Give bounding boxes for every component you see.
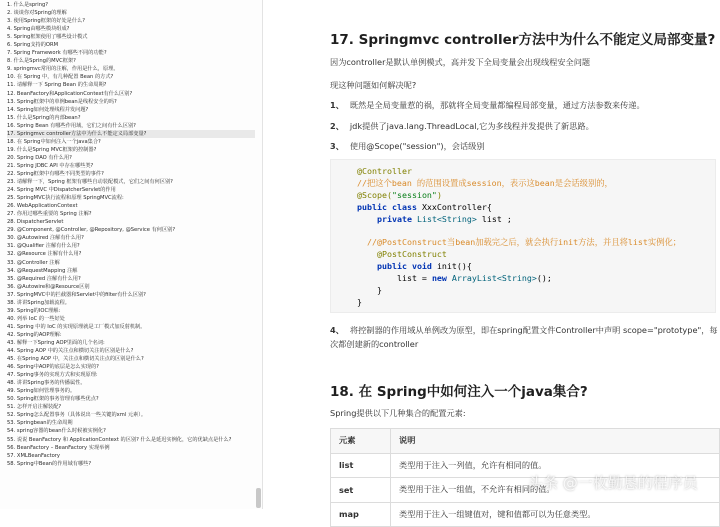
toc-item[interactable]: 15. 什么是Spring的内部bean? [7, 114, 81, 121]
table-cell-description: 类型用于注入一列值，允许有相同的值。 [391, 453, 720, 478]
section-17-paragraph-2: 现这种问题如何解决呢? [330, 80, 417, 90]
toc-item[interactable]: 3. 使用Spring框架的好处是什么? [7, 18, 85, 25]
table-cell-element: list [331, 453, 391, 478]
toc-item[interactable]: 18. 在 Spring中如何注入一个java集合? [7, 138, 101, 145]
toc-item[interactable]: 58. Spring中Bean的作用域有哪些? [7, 460, 92, 467]
toc-item[interactable]: 32. @Resource 注解有什么用? [7, 251, 82, 258]
table-header-row [331, 429, 720, 454]
list-item-2-number: 2、 [330, 121, 344, 131]
toc-item[interactable]: 54. spring容器的bean什么时候被实例化? [7, 428, 106, 435]
toc-item[interactable]: 2. 谈谈你对Spring的理解 [7, 10, 67, 17]
toc-item[interactable]: 33. @Controller 注解 [7, 259, 60, 266]
toc-item[interactable]: 19. 什么是Spring MVC框架的控制器? [7, 146, 97, 153]
toc-item[interactable]: 40. 列举 IoC 的一些好处 [7, 315, 65, 322]
toc-item[interactable]: 37. SpringMVC中的拦截器和Servlet中的filter有什么区别? [7, 291, 146, 298]
toc-item[interactable]: 39. Spring的IOC理解: [7, 307, 61, 314]
toc-item[interactable]: 16. Spring Bean 有哪些作用域，它们之间有什么区别? [7, 122, 136, 129]
toc-item[interactable]: 51. 怎样开启注解装配? [7, 404, 62, 411]
toc-item[interactable]: 57. XMLBeanFactory [7, 452, 60, 459]
toc-item[interactable]: 55. 说说 BeanFactory 和 ApplicationContext 的区别? 什么是延迟实例化，它的优缺点是什么? [7, 436, 232, 443]
toc-item[interactable]: 36. @Autowire和@Resource区别 [7, 283, 90, 290]
toc-item[interactable]: 43. 解释一下Spring AOP里面的几个名词: [7, 339, 105, 346]
code-line-8: public void init(){ [357, 261, 472, 271]
toc-item[interactable]: 13. Spring框架中的单例bean是线程安全的吗? [7, 98, 117, 105]
toc-item[interactable]: 26. WebApplicationContext [7, 203, 78, 210]
toc-item[interactable]: 6. Spring支持的ORM [7, 42, 59, 49]
toc-item[interactable]: 21. Spring JDBC API 中存在哪些类? [7, 162, 94, 169]
code-line-7: @PostConstruct [357, 249, 447, 259]
toc-item[interactable]: 38. 讲讲Spring加载流程。 [7, 299, 70, 306]
list-item-2 [330, 121, 594, 132]
list-item-1-number: 1、 [330, 100, 344, 110]
section-18-paragraph-1: Spring提供以下几种集合的配置元素: [330, 408, 466, 418]
table-row [331, 502, 720, 527]
toc-item[interactable]: 25. SpringMVC执行流程和原理 SpringMVC流程: [7, 195, 124, 202]
toc-item[interactable]: 34. @RequestMapping 注解 [7, 267, 78, 274]
code-line-4: public class XxxController{ [357, 202, 492, 212]
toc-item[interactable]: 29. @Component, @Controller, @Repository, @Service 有何区别? [7, 227, 176, 234]
code-line-5: private List<String> list ; [357, 214, 512, 224]
toc-item[interactable]: 27. 你用过哪些重要的 Spring 注解? [7, 211, 92, 218]
code-line-1: @Controller [357, 166, 412, 176]
toc-item[interactable]: 5. Spring框架使用了哪些设计模式 [7, 34, 88, 41]
toc-item[interactable]: 47. Spring事务的实现方式和实现原理: [7, 372, 98, 379]
table-cell-element: map [331, 502, 391, 527]
toc-item[interactable]: 12. BeanFactory和ApplicationContext有什么区别? [7, 90, 133, 97]
section-17-heading: 17. Springmvc controller方法中为什么不能定义局部变量? [330, 32, 716, 48]
list-item-3-text: 使用@Scope("session")，会话级别 [349, 141, 485, 151]
toc-item[interactable]: 45. 在Spring AOP 中，关注点和横切关注点的区别是什么? [7, 356, 144, 363]
watermark: 头条 @一枚勤恳的程序员 [528, 474, 698, 492]
toc-item[interactable]: 46. Spring中AOP的底层是怎么实现的? [7, 364, 99, 371]
code-line-6: //@PostConstruct当bean加载完之后，就会执行init方法，并且将list实例化； [357, 237, 682, 247]
list-item-4-continued: 次都创建新的controller [330, 339, 419, 349]
toc-item[interactable]: 7. Spring Framework 有哪些不同的功能? [7, 50, 107, 57]
section-17-paragraph-1: 因为controller是默认单例模式，高并发下全局变量会出现线程安全问题 [330, 57, 591, 67]
code-block [330, 159, 716, 313]
list-item-1 [330, 100, 645, 111]
toc-item[interactable]: 1. 什么是spring? [7, 2, 49, 8]
table-cell-description: 类型用于注入一组值，不允许有相同的值。 [391, 478, 720, 503]
toc-item[interactable]: 52. Spring怎么配置事务（具体说出一些关键的xml 元素）。 [7, 412, 147, 419]
list-item-3 [330, 141, 485, 152]
toc-sidebar [0, 0, 263, 509]
toc-list [0, 0, 262, 468]
table-cell-element: set [331, 478, 391, 503]
code-line-9: list = new ArrayList<String>(); [357, 273, 552, 283]
toc-item[interactable]: 4. Spring由哪些模块组成? [7, 26, 70, 33]
toc-item[interactable]: 9. springmvc常用的注解，作用是什么，原理。 [7, 66, 119, 73]
toc-item[interactable]: 14. Spring如何处理线程并发问题? [7, 106, 89, 113]
toc-item[interactable]: 28. DispatcherServlet [7, 219, 64, 226]
list-item-4 [330, 325, 718, 336]
toc-item[interactable]: 42. Spring的AOP理解: [7, 331, 62, 338]
article-panel [262, 0, 720, 520]
toc-item[interactable]: 49. Spring如何管理事务的。 [7, 388, 76, 395]
sidebar-scrollbar[interactable] [256, 488, 261, 508]
toc-item[interactable]: 30. @Autowired 注解有什么用? [7, 235, 84, 242]
table-header-description: 说明 [391, 429, 720, 454]
toc-item[interactable]: 11. 请解释一下 Spring Bean 的生命周期? [7, 82, 107, 89]
toc-item[interactable]: 56. BeanFactory – BeanFactory 实现举例 [7, 444, 110, 451]
toc-item[interactable]: 22. Spring框架中有哪些不同类型的事件? [7, 170, 104, 177]
code-line-11: } [357, 297, 362, 307]
list-item-2-text: jdk提供了java.lang.ThreadLocal,它为多线程并发提供了新思路。 [349, 121, 594, 131]
toc-item[interactable]: 48. 讲讲Spring事务的传播属性。 [7, 380, 86, 387]
toc-item[interactable]: 41. Spring 中的 IoC 的实现原理就是工厂模式加反射机制。 [7, 323, 146, 330]
toc-item[interactable]: 23. 请解释一下，Spring 框架有哪些自动装配模式，它们之间有何区别? [7, 179, 173, 186]
toc-item[interactable]: 50. Spring框架的事务管理有哪些优点? [7, 396, 99, 403]
toc-item[interactable]: 53. Springbean的生命周期 [7, 420, 73, 427]
list-item-4-number: 4、 [330, 325, 344, 335]
code-line-2: //把这个bean 的范围设置成session，表示这bean是会话级别的， [357, 178, 613, 188]
table-cell-description: 类型用于注入一组键值对，键和值都可以为任意类型。 [391, 502, 720, 527]
list-item-3-number: 3、 [330, 141, 344, 151]
code-line-10: } [357, 285, 382, 295]
toc-item[interactable]: 44. Spring AOP 中的关注点和横切关注的区别是什么? [7, 348, 134, 355]
list-item-4-text: 将控制器的作用域从单例改为原型，即在spring配置文件Controller中声明 scope="prototype"，每 [349, 325, 718, 335]
section-18-heading: 18. 在 Spring中如何注入一个java集合? [330, 384, 588, 400]
toc-item[interactable]: 24. Spring MVC 中DispatcherServlet的作用 [7, 187, 116, 194]
toc-item[interactable]: 8. 什么是Spring的MVC框架? [7, 58, 76, 65]
list-item-1-text: 既然是全局变量惹的祸，那就将全局变量都编程局部变量，通过方法参数来传递。 [349, 100, 645, 110]
toc-item[interactable]: 31. @Qualifier 注解有什么用? [7, 243, 80, 250]
toc-item[interactable]: 35. @Required 注解有什么用? [7, 275, 81, 282]
toc-item[interactable]: 20. Spring DAO 有什么用? [7, 154, 72, 161]
toc-item[interactable]: 10. 在 Spring 中，有几种配置 Bean 的方式? [7, 74, 114, 81]
code-line-3: @Scope("session") [357, 190, 442, 200]
table-header-element: 元素 [331, 429, 391, 454]
toc-item[interactable]: 17. Springmvc controller方法中为什么不能定义局部变量? [7, 130, 255, 138]
